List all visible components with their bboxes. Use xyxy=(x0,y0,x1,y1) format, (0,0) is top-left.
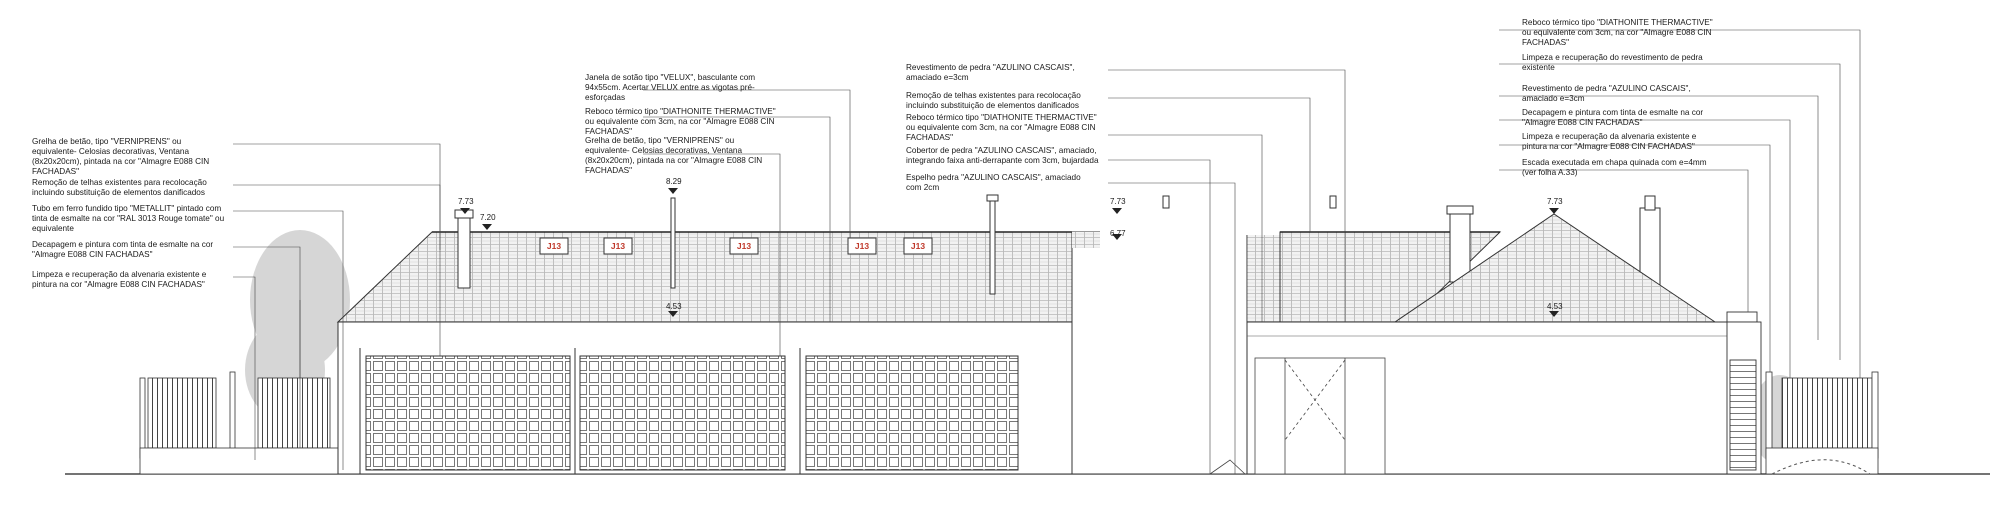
level-5: 6.77 xyxy=(1110,229,1126,238)
note-center-3: Reboco térmico tipo "DIATHONITE THERMACTIVE" ou equivalente com 3cm, na cor "Almagre E088 CIN FACHADAS" xyxy=(906,113,1097,142)
level-4: 7.73 xyxy=(1110,197,1126,206)
grille-panels xyxy=(360,348,1018,474)
note-mid-1: Janela de sotão tipo "VELUX", basculante com 94x55cm. Acertar VELUX entre as vigotas pré- esforçadas xyxy=(585,73,756,102)
left-fence xyxy=(140,372,340,474)
window-tag-1: J13 xyxy=(546,241,562,251)
right-fence xyxy=(1766,372,1878,474)
right-stair xyxy=(1727,312,1761,474)
note-right-2: Limpeza e recuperação do revestimento de pedra existente xyxy=(1522,53,1703,72)
level-7: 4.53 xyxy=(666,302,682,311)
level-1: 7.73 xyxy=(458,197,474,206)
note-right-6: Escada executada em chapa quinada com e=4mm (ver folha A.33) xyxy=(1522,158,1707,177)
note-left-3: Tubo em ferro fundido tipo "METALLIT" pintado com tinta de esmalte na cor "RAL 3013 Rouge tomate" ou equivalente xyxy=(32,204,225,233)
window-tag-3: J13 xyxy=(736,241,752,251)
window-tag-5: J13 xyxy=(910,241,926,251)
note-left-5: Limpeza e recuperação da alvenaria existente e pintura na cor "Almagre E088 CIN FACHADAS" xyxy=(32,270,207,289)
level-8: 4.53 xyxy=(1547,302,1563,311)
level-3: 8.29 xyxy=(666,177,682,186)
note-center-4: Cobertor de pedra "AZULINO CASCAIS", amaciado, integrando faixa anti-derrapante com 3cm, bujardada xyxy=(906,146,1099,165)
note-left-2: Remoção de telhas existentes para recolocação incluindo substituição de elementos danificados xyxy=(32,178,207,197)
level-6: 7.73 xyxy=(1547,197,1563,206)
level-2: 7.20 xyxy=(480,213,496,222)
note-center-1: Revestimento de pedra "AZULINO CASCAIS", amaciado e=3cm xyxy=(906,63,1075,82)
note-center-2: Remoção de telhas existentes para recolocação incluindo substituição de elementos danificados xyxy=(906,91,1081,110)
note-mid-2: Reboco térmico tipo "DIATHONITE THERMACTIVE" ou equivalente com 3cm, na cor "Almagre E088 CIN FACHADAS" xyxy=(585,107,776,136)
note-right-1: Reboco térmico tipo "DIATHONITE THERMACTIVE" ou equivalente com 3cm, na cor "Almagre E088 CIN FACHADAS" xyxy=(1522,18,1713,47)
note-center-5: Espelho pedra "AZULINO CASCAIS", amaciado com 2cm xyxy=(906,173,1081,192)
window-tag-2: J13 xyxy=(610,241,626,251)
note-mid-3: Grelha de betão, tipo "VERNIPRENS" ou equivalente- Celosias decorativas, Ventana (8x20x20cm), pintada na cor "Almagre E088 CIN FACHADAS" xyxy=(585,136,763,175)
note-left-4: Decapagem e pintura com tinta de esmalte na cor "Almagre E088 CIN FACHADAS" xyxy=(32,240,214,259)
note-right-3: Revestimento de pedra "AZULINO CASCAIS", amaciado e=3cm xyxy=(1522,84,1691,103)
note-left-1: Grelha de betão, tipo "VERNIPRENS" ou equivalente- Celosias decorativas, Ventana (8x20x20cm), pintada na cor "Almagre E088 CIN FACHADAS" xyxy=(32,137,210,176)
window-tag-4: J13 xyxy=(854,241,870,251)
note-right-5: Limpeza e recuperação da alvenaria existente e pintura na cor "Almagre E088 CIN FACHADAS" xyxy=(1522,132,1697,151)
note-right-4: Decapagem e pintura com tinta de esmalte na cor "Almagre E088 CIN FACHADAS" xyxy=(1522,108,1704,127)
